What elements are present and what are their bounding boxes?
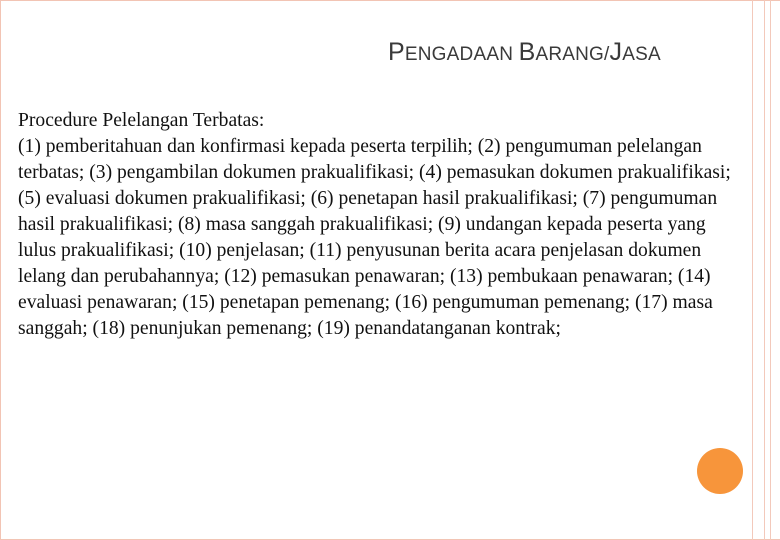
title-part: ENGADAAN <box>404 44 519 65</box>
orange-circle-decoration <box>697 448 743 494</box>
frame-border-left <box>0 0 1 540</box>
body-term: Pelelangan Terbatas <box>102 110 259 131</box>
body-prefix: Procedure <box>18 110 103 131</box>
title-part: ARANG/ <box>535 44 610 65</box>
decorative-side-band <box>752 0 765 540</box>
body-colon: : <box>258 110 265 131</box>
title-part: ASA <box>622 44 661 65</box>
title-part: B <box>518 38 536 66</box>
frame-border-top <box>0 0 780 1</box>
title-part: J <box>609 38 623 66</box>
slide-title <box>388 38 748 67</box>
slide-body <box>18 108 748 342</box>
title-part: P <box>388 38 405 66</box>
body-procedure-list: (1) pemberitahuan dan konfirmasi kepada peserta terpilih; (2) pengumuman pelelangan terbatas; (3) pengambilan dokumen prakualifikasi; (4) pemasukan dokumen prakualifikasi; (5) evaluasi dokumen prakualifikasi; (6) penetapan hasil prakualifikasi; (7) pengumuman hasil prakualifikasi; (8) masa sanggah prakualifikasi; (9) undangan kepada peserta yang lulus prakualifikasi; (10) penjelasan; (11) penyusunan berita acara penjelasan dokumen lelang dan perubahannya; (12) pemasukan penawaran; (13) pembukaan penawaran; (14) evaluasi penawaran; (15) penetapan pemenang; (16) pengumuman pemenang; (17) masa sanggah; (18) penunjukan pemenang; (19) penandatanganan kontrak; <box>18 136 731 339</box>
decorative-side-band-inner <box>770 0 779 540</box>
